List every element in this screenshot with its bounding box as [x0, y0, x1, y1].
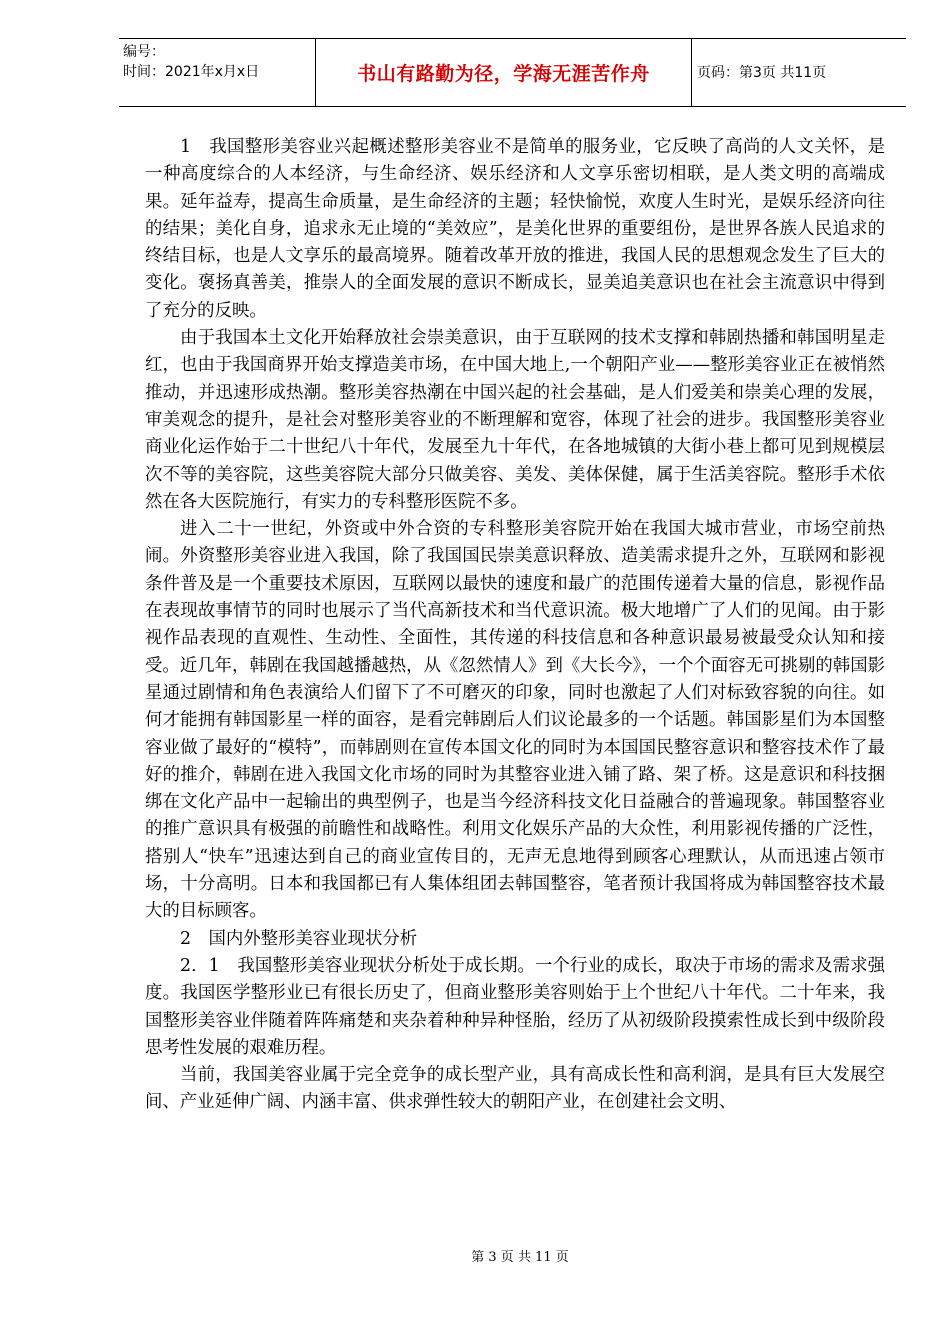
- footer-page-number: 第 3 页 共 11 页: [471, 1250, 569, 1265]
- paragraph: 2．1 我国整形美容业现状分析处于成长期。一个行业的成长，取决于市场的需求及需求强度。我国医学整形业已有很长历史了，但商业整形美容则始于上个世纪八十年代。二十年来，我国整形美容业伴随着阵阵痛楚和夹杂着种种异种怪胎，经历了从初级阶段摸索性成长到中级阶段思考性发展的艰难历程。: [145, 955, 885, 1058]
- paragraph: 由于我国本土文化开始释放社会崇美意识，由于互联网的技术支撑和韩剧热播和韩国明星走红，也由于我国商界开始支撑造美市场，在中国大地上,一个朝阳产业——整形美容业正在被悄然推动，并迅速形成热潮。整形美容热潮在中国兴起的社会基础，是人们爱美和崇美心理的发展，审美观念的提升，是社会对整形美容业的不断理解和宽容，体现了社会的进步。我国整形美容业商业化运作始于二十世纪八十年代，发展至九十年代，在各地城镇的大街小巷上都可见到规模层次不等的美容院，这些美容院大部分只做美容、美发、美体保健，属于生活美容院。整形手术依然在各大医院施行，有实力的专科整形医院不多。: [145, 328, 885, 512]
- paragraph: 1 我国整形美容业兴起概述整形美容业不是简单的服务业，它反映了高尚的人文关怀，是一种高度综合的人本经济，与生命经济、娱乐经济和人文享乐密切相联，是人类文明的高端成果。延年益寿，提高生命质量，是生命经济的主题；轻快愉悦，欢度人生时光，是娱乐经济向往的结果；美化自身，追求永无止境的“美效应”，是美化世界的重要组份，是世界各族人民追求的终结目标，也是人文享乐的最高境界。随着改革开放的推进，我国人民的思想观念发生了巨大的变化。褒扬真善美，推崇人的全面发展的意识不断成长，显美追美意识也在社会主流意识中得到了充分的反映。: [145, 137, 885, 321]
- header-page-info: 页码：第3页 共11页: [697, 65, 827, 81]
- header-divider: [691, 38, 692, 106]
- document-body: [145, 134, 885, 1117]
- document-number-label: 编号：: [123, 44, 165, 60]
- header-motto: 书山有路勤为径，学海无涯苦作舟: [357, 62, 650, 85]
- page-footer: [0, 1246, 950, 1265]
- paragraph: 进入二十一世纪，外资或中外合资的专科整形美容院开始在我国大城市营业，市场空前热闹。外资整形美容业进入我国，除了我国国民崇美意识释放、造美需求提升之外，互联网和影视条件普及是一个重要技术原因，互联网以最快的速度和最广的范围传递着大量的信息，影视作品在表现故事情节的同时也展示了当代高新技术和当代意识流。极大地增广了人们的见闻。由于影视作品表现的直观性、生动性、全面性，其传递的科技信息和各种意识最易被最受众认知和接受。近几年，韩剧在我国越播越热，从《忽然情人》到《大长今》，一个个面容无可挑剔的韩国影星通过剧情和角色表演给人们留下了不可磨灭的印象，同时也激起了人们对标致容貌的向往。如何才能拥有韩国影星一样的面容，是看完韩剧后人们议论最多的一个话题。韩国影星们为本国整容业做了最好的“模特”，而韩剧则在宣传本国文化的同时为本国国民整容意识和整容技术作了最好的推介，韩剧在进入我国文化市场的同时为其整容业进入铺了路、架了桥。这是意识和科技捆绑在文化产品中一起输出的典型例子，也是当今经济科技文化日益融合的普遍现象。韩国整容业的推广意识具有极强的前瞻性和战略性。利用文化娱乐产品的大众性，利用影视传播的广泛性，搭别人“快车”迅速达到自己的商业宣传目的，无声无息地得到顾客心理默认，从而迅速占领市场，十分高明。日本和我国都已有人集体组团去韩国整容，笔者预计我国将成为韩国整容技术最大的目标顾客。: [145, 519, 885, 922]
- header-bottom-rule: [119, 106, 906, 107]
- header-meta: [123, 42, 259, 82]
- section-heading: 2 国内外整形美容业现状分析: [180, 928, 418, 949]
- paragraph: 当前，我国美容业属于完全竞争的成长型产业，具有高成长性和高利润，是具有巨大发展空间、产业延伸广阔、内涵丰富、供求弹性较大的朝阳产业，在创建社会文明、: [145, 1065, 885, 1113]
- document-time-label: 时间：2021年x月x日: [123, 64, 260, 80]
